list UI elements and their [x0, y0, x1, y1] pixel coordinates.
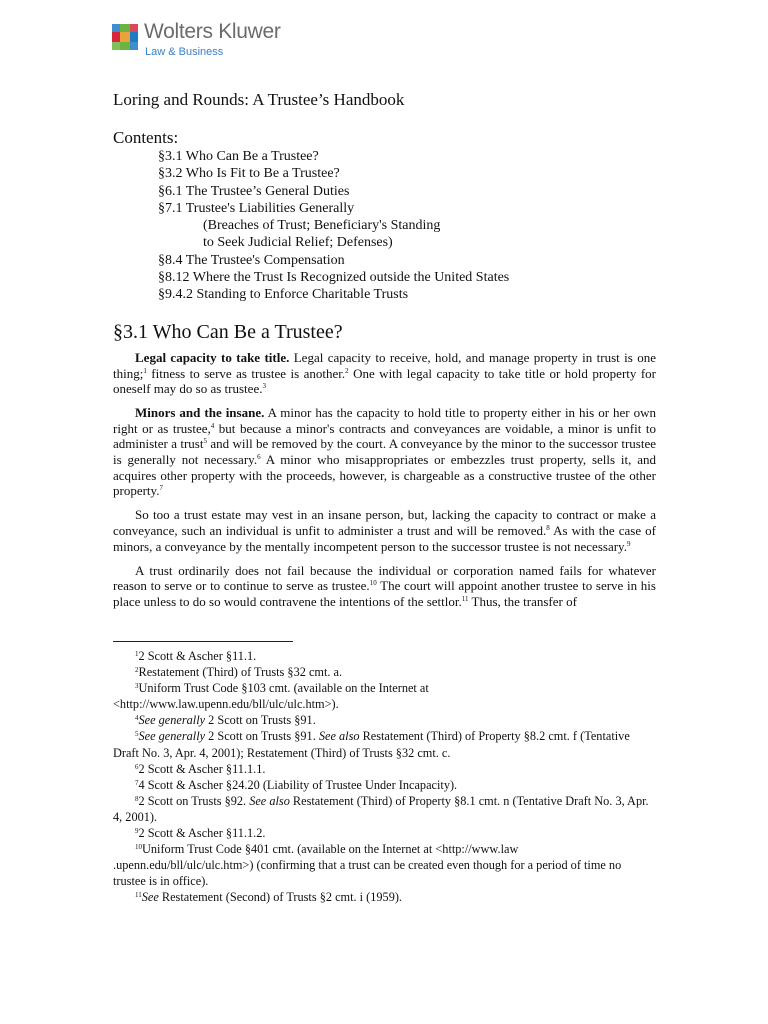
paragraph-lead: Minors and the insane.: [135, 405, 265, 421]
footnote: $^2$Restatement (Third) of Trusts §32 cmt. a.: [135, 665, 343, 680]
footnote: $^7$4 Scott & Ascher §24.20 (Liability of Trustee Under Incapacity).: [135, 777, 458, 792]
footnote-ref[interactable]: 5: [203, 437, 207, 446]
paragraph-trust-failure: A trust ordinarily does not fail because the individual or corporation named fails for whatever reason to serve or to continue to serve as trustee.$^{10}$ The court will appoint another trustee to serve in his place unless to do so would contravene the intentions of the settlor.$^{11}$ Thus, the transfer of: [113, 562, 656, 609]
footnote-ref[interactable]: 6: [257, 453, 261, 462]
toc-item[interactable]: §8.4 The Trustee's Compensation: [158, 252, 345, 268]
footnote-ref[interactable]: 3: [262, 382, 266, 391]
footnote: $^4$See generally 2 Scott on Trusts §91.: [135, 713, 316, 728]
contents-label: Contents:: [113, 128, 179, 147]
table-of-contents: [158, 148, 509, 304]
toc-subitem: (Breaches of Trust; Beneficiary's Standing: [203, 218, 441, 234]
footnote-ref[interactable]: 11: [461, 594, 469, 603]
wolters-kluwer-logo-icon: [112, 24, 138, 50]
footnote-ref[interactable]: 10: [369, 579, 377, 588]
toc-item[interactable]: §3.2 Who Is Fit to Be a Trustee?: [158, 166, 340, 182]
footnote-ref[interactable]: 7: [159, 484, 163, 493]
footnote: $^6$2 Scott & Ascher §11.1.1.: [135, 761, 266, 776]
publisher-subtitle: Law & Business: [145, 46, 224, 58]
toc-item[interactable]: §9.4.2 Standing to Enforce Charitable Trusts: [158, 287, 409, 303]
toc-subitem: to Seek Judicial Relief; Defenses): [203, 235, 393, 251]
paragraph-lead: Legal capacity to take title.: [135, 350, 290, 365]
footnote: $^{11}$See Restatement (Second) of Trusts §2 cmt. i (1959).: [135, 890, 403, 905]
body-text: [113, 350, 656, 618]
publisher-logo: [112, 18, 281, 62]
paragraph-minors: Minors and the insane. A minor has the capacity to hold title to property either in his or her own right or as trustee,$^4$ but because a minor's contracts and conveyances are voidable, a minor is unfit to administer a trust$^5$ and will be removed by the court. A conveyance by the minor to the successor trustee is generally not necessary.$^6$ A minor who misappropriates or embezzles trust property, sells it, and acquires other property with the proceeds, however, is chargeable as a constructive trustee of the other property.$^7$: [113, 405, 656, 499]
paragraph-insane: So too a trust estate may vest in an insane person, but, lacking the capacity to contract or make a conveyance, such an individual is unfit to administer a trust and will be removed.$^8$ As with the case of minors, a conveyance by the mentally incompetent person to the successor trustee is not necessary.$^9$: [113, 507, 656, 554]
footnote: $^8$2 Scott on Trusts §92. See also Restatement (Third) of Property §8.1 cmt. n (Tentative Draft No. 3, Apr. 4, 2001).: [113, 793, 649, 824]
toc-item[interactable]: §3.1 Who Can Be a Trustee?: [158, 149, 319, 164]
footnote-ref[interactable]: 1: [143, 366, 147, 375]
footnote: $^{10}$Uniform Trust Code §401 cmt. (available on the Internet at <http://www.law .upenn.edu/bll/ulc/ulc.htm>) (confirming that a trust can be created even though for a period of time no trustee is in office).: [113, 842, 622, 889]
book-title: Loring and Rounds: A Trustee’s Handbook: [113, 90, 405, 109]
section-heading: §3.1 Who Can Be a Trustee?: [113, 321, 343, 343]
footnote-ref[interactable]: 4: [210, 421, 215, 430]
toc-item[interactable]: §7.1 Trustee's Liabilities Generally: [158, 200, 355, 216]
footnote-divider: [113, 641, 293, 642]
footnotes: [113, 648, 656, 906]
publisher-name: Wolters Kluwer: [144, 20, 281, 43]
footnote: $^5$See generally 2 Scott on Trusts §91. See also Restatement (Third) of Property §8.2 cmt. f (Tentative Draft No. 3, Apr. 4, 2001); Restatement (Third) of Trusts §32 cmt. c.: [113, 729, 630, 760]
footnote: $^9$2 Scott & Ascher §11.1.2.: [135, 826, 266, 841]
footnote-ref[interactable]: 9: [626, 539, 631, 548]
footnote-ref[interactable]: 2: [345, 366, 349, 375]
footnote: $^1$2 Scott & Ascher §11.1.: [135, 649, 257, 663]
footnote-ref[interactable]: 8: [546, 523, 550, 532]
paragraph-legal-capacity: Legal capacity to take title. Legal capacity to receive, hold, and manage property in trust is one thing;$^1$ fitness to serve as trustee is another.$^2$ One with legal capacity to take title or hold property for oneself may do so as trustee.$^3$: [113, 350, 656, 397]
toc-item[interactable]: §8.12 Where the Trust Is Recognized outside the United States: [158, 270, 510, 286]
toc-item[interactable]: §6.1 The Trustee’s General Duties: [158, 183, 350, 199]
footnote: $^3$Uniform Trust Code §103 cmt. (available on the Internet at <http://www.law.upenn.edu/bll/ulc/ulc.htm>).: [113, 681, 429, 712]
